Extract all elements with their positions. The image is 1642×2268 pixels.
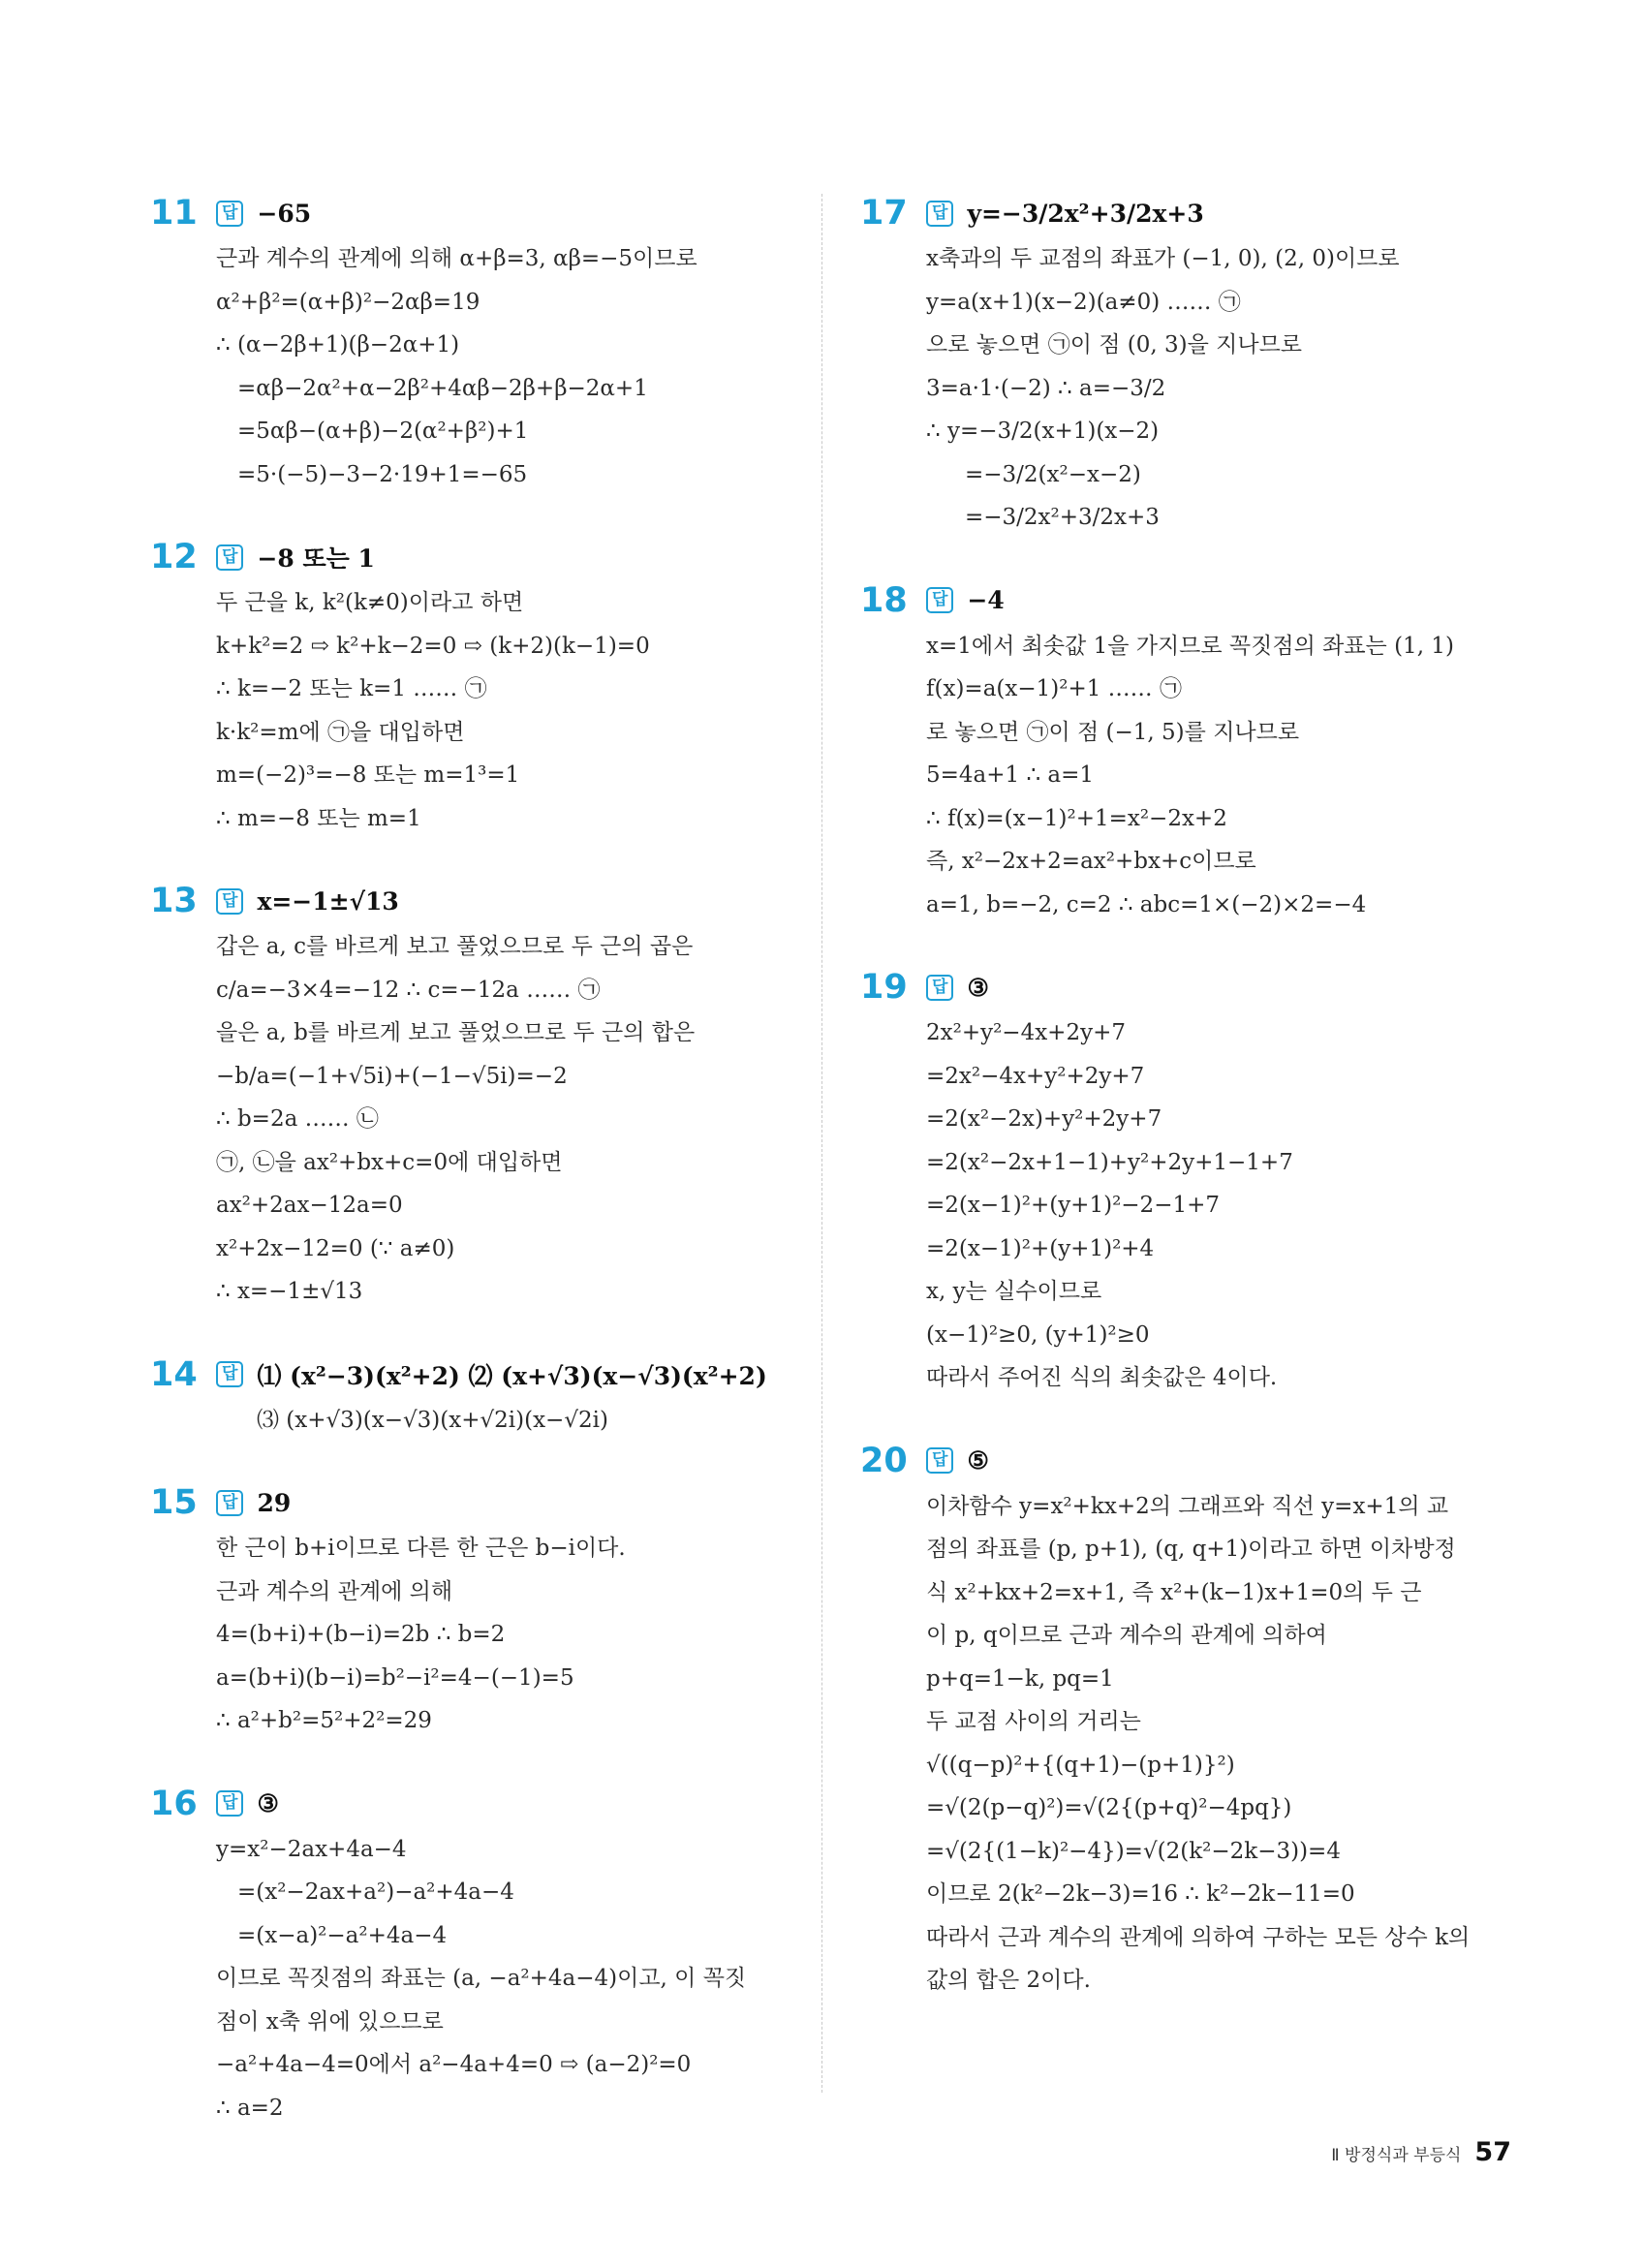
solution-line: 2x²+y²−4x+2y+7 [926,1020,1126,1045]
answer-text: 29 [257,1488,292,1517]
solution-line: =2(x−1)²+(y+1)²+4 [926,1235,1155,1261]
solution-line: 점이 x축 위에 있으므로 [216,2008,444,2035]
solution-line: x, y는 실수이므로 [926,1279,1102,1304]
solution-line: a=(b+i)(b−i)=b²−i²=4−(−1)=5 [216,1664,574,1691]
solution-line: =−3/2x²+3/2x+3 [965,505,1160,530]
problem-18 [860,576,1504,927]
solution-line: 두 교점 사이의 거리는 [926,1709,1141,1734]
solution-line: 따라서 근과 계수의 관계에 의하여 구하는 모든 상수 k의 [926,1924,1471,1950]
solution-line: y=a(x+1)(x−2)(a≠0) …… ㉠ [926,289,1241,315]
problem-13 [150,877,799,1314]
answer-text: −65 [257,199,312,228]
solution-line: =2(x²−2x+1−1)+y²+2y+1−1+7 [926,1149,1293,1175]
answer-tag: 답 [926,1447,953,1474]
problem-19 [860,963,1504,1400]
solution-line: ∴ a=2 [216,2095,284,2121]
solution-line: 3=a·1·(−2) ∴ a=−3/2 [926,375,1166,401]
problem-number: 20 [860,1441,908,1480]
problem-header [860,963,1504,1011]
solution-line: 갑은 a, c를 바르게 보고 풀었으므로 두 근의 곱은 [216,934,694,959]
solution-line: x=1에서 최솟값 1을 가지므로 꼭짓점의 좌표는 (1, 1) [926,633,1454,659]
solution-line: ∴ y=−3/2(x+1)(x−2) [926,419,1160,444]
solution-line: =2(x−1)²+(y+1)²−2−1+7 [926,1193,1220,1218]
solution-line: x²+2x−12=0 (∵ a≠0) [216,1235,455,1261]
answer-tag: 답 [216,1490,243,1516]
solution-line: c/a=−3×4=−12 ∴ c=−12a …… ㉠ [216,977,601,1003]
solution-line: 식 x²+kx+2=x+1, 즉 x²+(k−1)x+1=0의 두 근 [926,1579,1422,1605]
solution-line: p+q=1−k, pq=1 [926,1665,1114,1692]
problem-number: 11 [150,194,198,233]
answer-tag: 답 [216,1790,243,1817]
answer-tag: 답 [216,201,243,227]
solution-line: k·k²=m에 ㉠을 대입하면 [216,719,465,745]
solution-line: ∴ b=2a …… ㉡ [216,1106,379,1132]
answer-text: ③ [257,1789,279,1818]
solution-line: 값의 합은 2이다. [926,1968,1091,1993]
problem-number: 15 [150,1483,198,1522]
solution-line: √((q−p)²+{(q+1)−(p+1)}²) [926,1752,1235,1778]
problem-20 [860,1437,1504,2003]
solution-line: m=(−2)³=−8 또는 m=1³=1 [216,762,520,788]
problem-number: 18 [860,580,908,620]
solution-line: ax²+2ax−12a=0 [216,1193,403,1218]
page-footer [1331,2137,1511,2167]
solution-line: 으로 놓으면 ㉠이 점 (0, 3)을 지나므로 [926,332,1303,357]
solution-line: 두 근을 k, k²(k≠0)이라고 하면 [216,590,524,615]
solution-line: =2x²−4x+y²+2y+7 [926,1063,1145,1089]
solution-line: 점의 좌표를 (p, p+1), (q, q+1)이라고 하면 이차방정 [926,1537,1456,1562]
solution-line: 이므로 꼭짓점의 좌표는 (a, −a²+4a−4)이고, 이 꼭짓 [216,1966,747,1991]
answer-text: −4 [967,586,1005,614]
solution-line: 근과 계수의 관계에 의해 [216,1578,453,1604]
answer-text: x=−1±√13 [257,886,399,916]
problem-header [150,189,799,237]
answer-text: ③ [967,973,989,1002]
answer-tag: 답 [216,888,243,915]
problem-number: 14 [150,1354,198,1394]
solution-line: (x−1)²≥0, (y+1)²≥0 [926,1321,1150,1348]
solution-line: =√(2{(1−k)²−4})=√(2(k²−2k−3))=4 [926,1838,1341,1864]
solution-line: 이므로 2(k²−2k−3)=16 ∴ k²−2k−11=0 [926,1881,1355,1907]
solution-line: =(x−a)²−a²+4a−4 [237,1922,448,1948]
problem-15 [150,1478,799,1743]
problem-header [150,1478,799,1527]
problem-number: 17 [860,194,908,233]
answer-text: ⑤ [967,1446,989,1475]
solution-line: x축과의 두 교점의 좌표가 (−1, 0), (2, 0)이므로 [926,246,1400,271]
problem-header [860,576,1504,625]
problem-14 [150,1351,799,1443]
answer-tag: 답 [926,587,953,613]
right-column [860,189,1504,2039]
solution-line: ∴ (α−2β+1)(β−2α+1) [216,332,460,357]
problem-header [150,1780,799,1828]
answer-tag: 답 [926,201,953,227]
solution-line: −a²+4a−4=0에서 a²−4a+4=0 ⇨ (a−2)²=0 [216,2052,692,2077]
solution-line: 한 근이 b+i이므로 다른 한 근은 b−i이다. [216,1536,626,1561]
solution-line: =√(2(p−q)²)=√(2{(p+q)²−4pq}) [926,1795,1292,1820]
solution-line: 근과 계수의 관계에 의해 α+β=3, αβ=−5이므로 [216,246,697,271]
solution-line: f(x)=a(x−1)²+1 …… ㉠ [926,676,1182,701]
solution-line: −b/a=(−1+√5i)+(−1−√5i)=−2 [216,1063,568,1089]
solution-line: =5αβ−(α+β)−2(α²+β²)+1 [237,419,529,444]
solution-line: =5·(−5)−3−2·19+1=−65 [237,461,528,487]
solution-line: =(x²−2ax+a²)−a²+4a−4 [237,1880,514,1905]
solution-line: k+k²=2 ⇨ k²+k−2=0 ⇨ (k+2)(k−1)=0 [216,633,650,659]
solution-line: =2(x²−2x)+y²+2y+7 [926,1106,1162,1132]
problem-number: 16 [150,1784,198,1823]
problem-header [150,877,799,925]
page-number: 57 [1474,2137,1511,2167]
solution-line: ∴ x=−1±√13 [216,1279,363,1304]
solution-line: ∴ m=−8 또는 m=1 [216,805,421,831]
solution-line: α²+β²=(α+β)²−2αβ=19 [216,289,480,315]
solution-line: =−3/2(x²−x−2) [965,461,1141,487]
solution-line: 즉, x²−2x+2=ax²+bx+c이므로 [926,849,1256,874]
solution-line: =αβ−2α²+α−2β²+4αβ−2β+β−2α+1 [237,375,648,401]
solution-line: 4=(b+i)+(b−i)=2b ∴ b=2 [216,1622,506,1647]
answer-text: y=−3/2x²+3/2x+3 [967,199,1204,228]
problem-number: 13 [150,882,198,920]
solution-line: 5=4a+1 ∴ a=1 [926,762,1095,788]
problem-number: 12 [150,538,198,576]
problem-17 [860,189,1504,540]
problem-number: 19 [860,968,908,1007]
solution-line: a=1, b=−2, c=2 ∴ abc=1×(−2)×2=−4 [926,891,1367,917]
answer-tag: 답 [216,544,243,571]
solution-line: y=x²−2ax+4a−4 [216,1836,407,1862]
answer-tag: 답 [926,975,953,1001]
solution-line: ∴ f(x)=(x−1)²+1=x²−2x+2 [926,805,1227,831]
answer-tag: 답 [216,1361,243,1387]
problem-header [150,533,799,581]
problem-header [860,189,1504,237]
solution-line: ∴ k=−2 또는 k=1 …… ㉠ [216,676,487,701]
problem-16 [150,1780,799,2130]
solution-line: 로 놓으면 ㉠이 점 (−1, 5)를 지나므로 [926,719,1300,745]
left-column [150,189,799,2166]
solution-line: ∴ a²+b²=5²+2²=29 [216,1708,432,1733]
solution-line: ⑶ (x+√3)(x−√3)(x+√2i)(x−√2i) [257,1407,608,1433]
answer-text: −8 또는 1 [257,544,375,573]
solution-line: ㉠, ㉡을 ax²+bx+c=0에 대입하면 [216,1149,563,1175]
problem-header [150,1351,799,1399]
problem-12 [150,533,799,840]
section-title: Ⅱ 방정식과 부등식 [1331,2146,1462,2165]
answer-text: ⑴ (x²−3)(x²+2) ⑵ (x+√3)(x−√3)(x²+2) [257,1361,767,1390]
solution-line: 따라서 주어진 식의 최솟값은 4이다. [926,1365,1278,1390]
solution-line: 을은 a, b를 바르게 보고 풀었으므로 두 근의 합은 [216,1020,696,1045]
column-divider [821,194,822,2093]
solution-line: 이 p, q이므로 근과 계수의 관계에 의하여 [926,1623,1327,1648]
solution-line: 이차함수 y=x²+kx+2의 그래프와 직선 y=x+1의 교 [926,1493,1449,1519]
problem-header [860,1437,1504,1485]
problem-11 [150,189,799,496]
